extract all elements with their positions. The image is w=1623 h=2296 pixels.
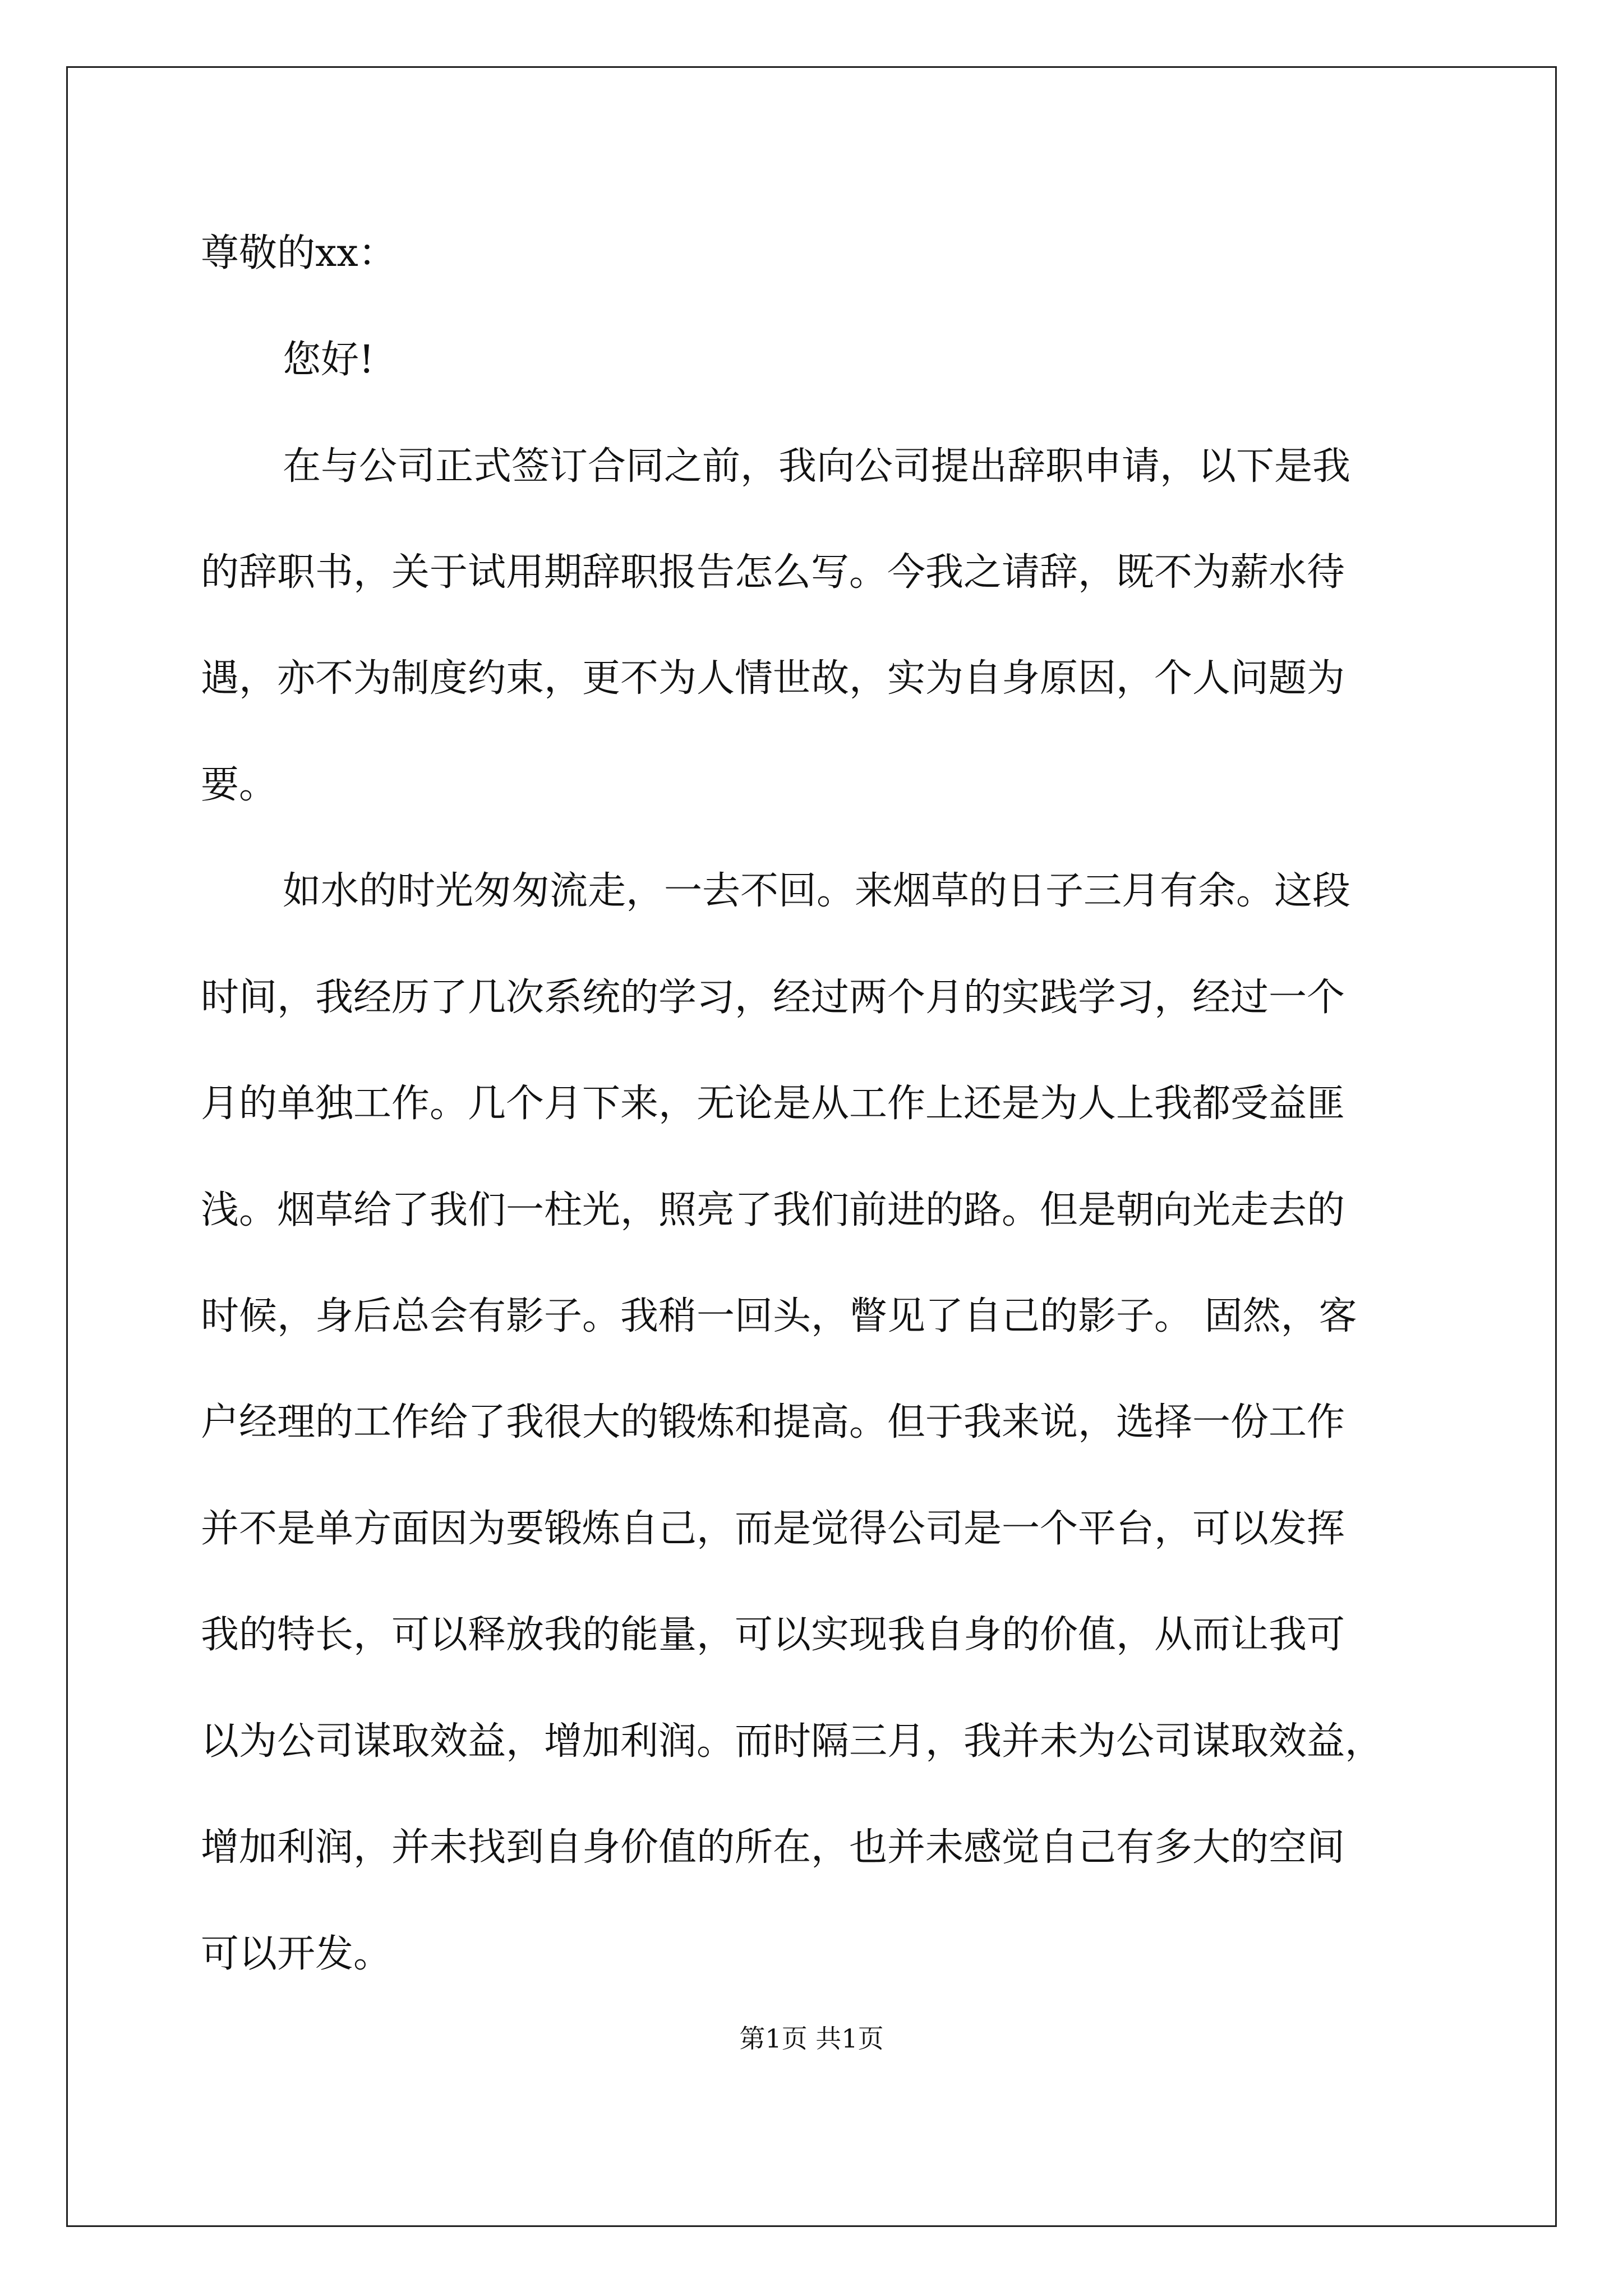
page-border [66, 66, 1557, 2227]
paragraph-line: 户经理的工作给了我很大的锻炼和提高。但于我来说，选择一份工作 [201, 1400, 1345, 1444]
paragraph-line: 遇，亦不为制度约束，更不为人情世故，实为自身原因，个人问题为 [201, 656, 1345, 701]
paragraph-line: 以为公司谋取效益，增加利润。而时隔三月，我并未为公司谋取效益， [201, 1719, 1384, 1764]
paragraph-line: 时候，身后总会有影子。我稍一回头，瞥见了自己的影子。 固然，客 [201, 1294, 1357, 1338]
greeting: 您好! [283, 338, 375, 382]
paragraph-line: 时间，我经历了几次系统的学习，经过两个月的实践学习，经过一个 [201, 976, 1345, 1020]
paragraph-line: 月的单独工作。几个月下来，无论是从工作上还是为人上我都受益匪 [201, 1082, 1345, 1126]
page-number-footer: 第1页 共1页 [739, 2023, 884, 2054]
paragraph-line: 并不是单方面因为要锻炼自己，而是觉得公司是一个平台，可以发挥 [201, 1507, 1345, 1551]
paragraph-line: 的辞职书，关于试用期辞职报告怎么写。今我之请辞，既不为薪水待 [201, 550, 1345, 595]
paragraph-line: 如水的时光匆匆流走，一去不回。来烟草的日子三月有余。这段 [283, 869, 1351, 913]
salutation: 尊敬的xx： [201, 231, 396, 275]
paragraph-line: 在与公司正式签订合同之前，我向公司提出辞职申请，以下是我 [283, 444, 1351, 489]
paragraph-line: 浅。烟草给了我们一柱光，照亮了我们前进的路。但是朝向光走去的 [201, 1188, 1345, 1232]
paragraph-line: 我的特长，可以释放我的能量，可以实现我自身的价值，从而让我可 [201, 1613, 1345, 1657]
paragraph-line: 可以开发。 [201, 1932, 392, 1976]
paragraph-line: 要。 [201, 763, 278, 807]
paragraph-line: 增加利润，并未找到自身价值的所在，也并未感觉自己有多大的空间 [201, 1825, 1345, 1870]
